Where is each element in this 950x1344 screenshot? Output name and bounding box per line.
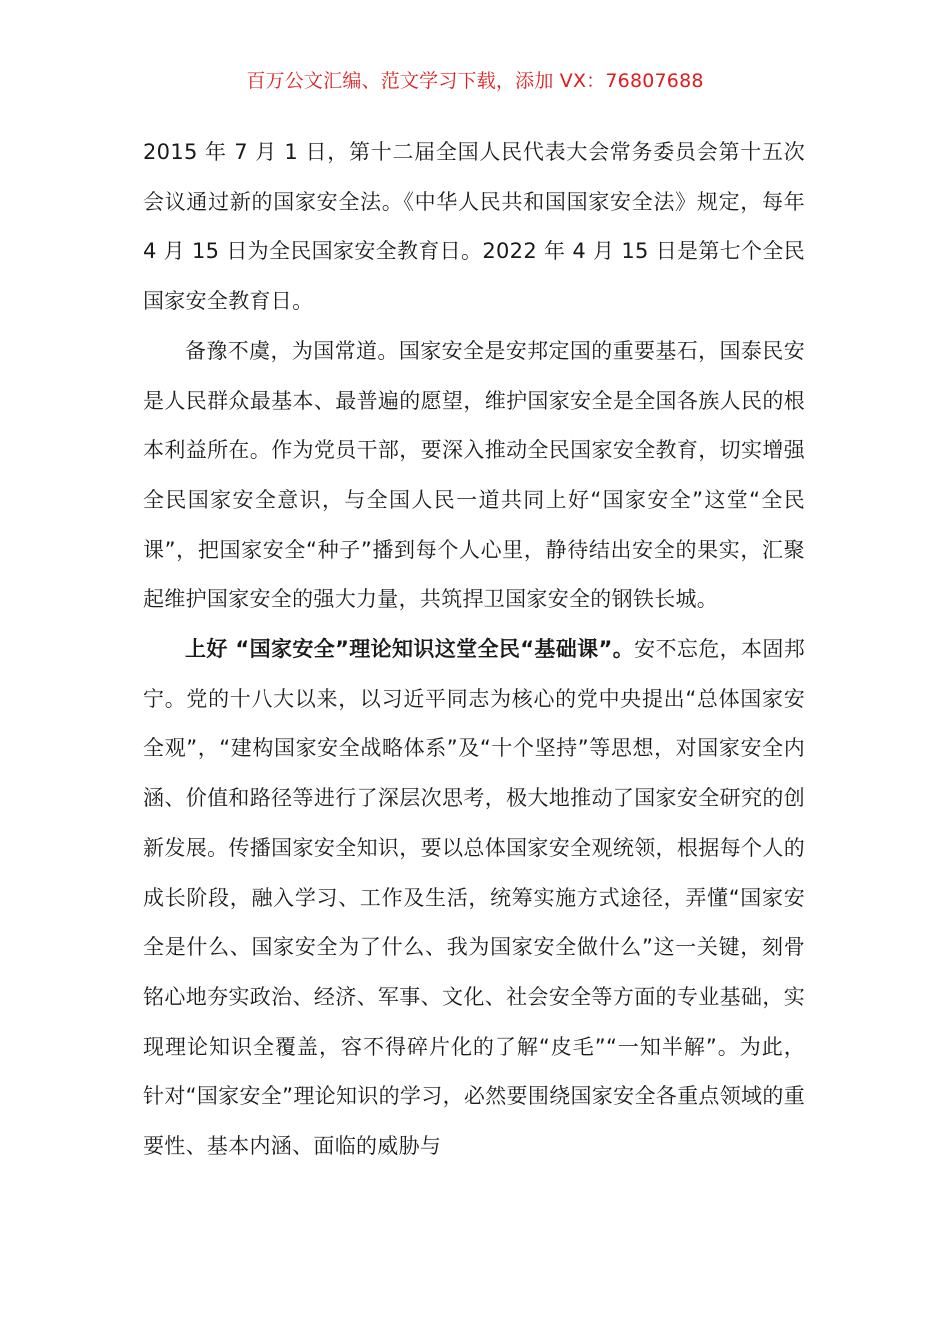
paragraph-intro	[143, 128, 805, 327]
paragraph-theory-course-text: 安不忘危，本固邦宁。党的十八大以来，以习近平同志为核心的党中央提出“总体国家安全观”，“建构国家安全战略体系”及“十个坚持”等思想，对国家安全内涵、价值和路径等进行了深层次思考，极大地推动了国家安全研究的创新发展。传播国家安全知识，要以总体国家安全观统领，根据每个人的成长阶段，融入学习、工作及生活，统筹实施方式途径，弄懂“国家安全是什么、国家安全为了什么、我为国家安全做什么”这一关键，刻骨铭心地夯实政治、经济、军事、文化、社会安全等方面的专业基础，实现理论知识全覆盖，容不得碎片化的了解“皮毛”“一知半解”。为此，针对“国家安全”理论知识的学习，必然要围绕国家安全各重点领域的重要性、基本内涵、面临的威胁与	[143, 637, 805, 1159]
paragraph-theory-course-heading: 上好 “国家安全”理论知识这堂全民“基础课”。	[185, 637, 635, 662]
header-banner: 百万公文汇编、范文学习下载，添加 VX：76807688	[246, 70, 704, 92]
paragraph-preparedness-text: 备豫不虞，为国常道。国家安全是安邦定国的重要基石，国泰民安是人民群众最基本、最普遍的愿望，维护国家安全是全国各族人民的根本利益所在。作为党员干部，要深入推动全民国家安全教育，切实增强全民国家安全意识，与全国人民一道共同上好“国家安全”这堂“全民课”，把国家安全“种子”播到每个人心里，静待结出安全的果实，汇聚起维护国家安全的强大力量，共筑捍卫国家安全的钢铁长城。	[143, 338, 805, 612]
paragraph-theory-course	[143, 625, 805, 1172]
paragraph-intro-text: 2015 年 7 月 1 日，第十二届全国人民代表大会常务委员会第十五次会议通过新的国家安全法。《中华人民共和国国家安全法》规定，每年 4 月 15 日为全民国家安全教育日。2022 年 4 月 15 日是第七个全民国家安全教育日。	[143, 140, 805, 314]
document-body	[143, 128, 805, 1172]
paragraph-preparedness	[143, 327, 805, 625]
